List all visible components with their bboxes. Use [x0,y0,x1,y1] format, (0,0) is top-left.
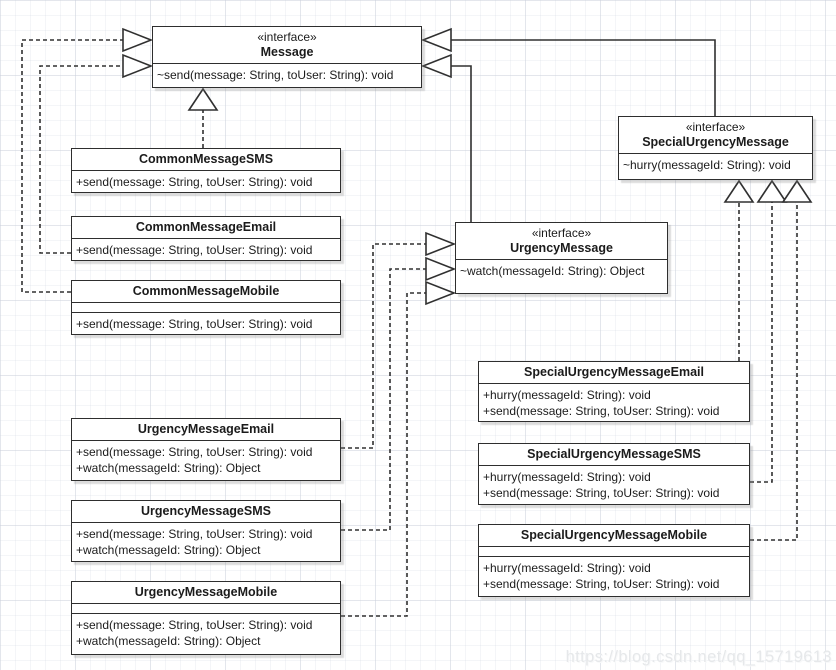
method-label: +send(message: String, toUser: String): void [76,618,313,632]
hollow-triangle-arrowhead [423,55,451,77]
method-label: +send(message: String, toUser: String): void [76,445,313,459]
hollow-triangle-arrowhead [426,258,454,280]
interface-box-special-urgency-message [618,116,813,180]
class-name: UrgencyMessageEmail [72,419,340,441]
method-label: +send(message: String, toUser: String): void [76,175,313,189]
class-box-common-message-email [71,216,341,261]
class-title [153,27,421,64]
method-label: +hurry(messageId: String): void [483,388,651,402]
class-name: UrgencyMessage [510,241,613,255]
method-label: +hurry(messageId: String): void [483,561,651,575]
class-box-urgency-message-mobile [71,581,341,655]
hollow-triangle-arrowhead [189,89,217,110]
class-title [456,223,667,260]
interface-box-urgency-message [455,222,668,294]
hollow-triangle-arrowhead [123,55,151,77]
method-label: +hurry(messageId: String): void [483,470,651,484]
stereotype-label: «interface» [531,226,592,240]
csdn-watermark: https://blog.csdn.net/qq_15719613 [565,648,832,666]
class-box-special-urgency-message-email [478,361,750,422]
hollow-triangle-arrowhead [758,181,786,202]
class-name: SpecialUrgencyMessageEmail [479,362,749,384]
class-box-urgency-message-sms [71,500,341,562]
edge-specialurgencymessagesms-realizes-specialurgencymessage [750,181,786,482]
hollow-triangle-arrowhead [423,29,451,51]
method-label: +send(message: String, toUser: String): void [76,317,313,331]
edge-specialurgencymessagemobile-realizes-specialurgencymessage [750,181,811,540]
empty-fields-compartment [479,547,749,557]
edge-urgencymessagemobile-realizes-urgencymessage [341,282,454,616]
method-label: +send(message: String, toUser: String): void [76,243,313,257]
hollow-triangle-arrowhead [725,181,753,202]
edge-urgencymessage-extends-message [423,55,471,222]
edge-specialurgencymessageemail-realizes-specialurgencymessage [725,181,753,361]
method-label: +send(message: String, toUser: String): void [483,404,720,418]
stereotype-label: «interface» [257,30,317,44]
class-box-common-message-sms [71,148,341,193]
stereotype-label: «interface» [685,120,746,134]
hollow-triangle-arrowhead [426,233,454,255]
method-label: +send(message: String, toUser: String): void [76,527,313,541]
empty-fields-compartment [72,303,340,313]
class-name: UrgencyMessageSMS [72,501,340,523]
interface-box-message [152,26,422,88]
method-label: ~watch(messageId: String): Object [460,264,645,278]
class-name: CommonMessageEmail [72,217,340,239]
class-box-special-urgency-message-sms [478,443,750,505]
class-title [619,117,812,154]
class-box-urgency-message-email [71,418,341,481]
class-name: SpecialUrgencyMessage [642,135,789,149]
class-name: SpecialUrgencyMessageSMS [479,444,749,466]
class-name: UrgencyMessageMobile [72,582,340,604]
method-label: +watch(messageId: String): Object [76,543,261,557]
method-label: ~send(message: String, toUser: String): void [157,68,394,82]
edge-commonmessagesms-realizes-message [189,89,217,148]
empty-fields-compartment [72,604,340,614]
hollow-triangle-arrowhead [123,29,151,51]
method-label: +watch(messageId: String): Object [76,634,261,648]
method-label: +watch(messageId: String): Object [76,461,261,475]
hollow-triangle-arrowhead [783,181,811,202]
hollow-triangle-arrowhead [426,282,454,304]
class-name: SpecialUrgencyMessageMobile [479,525,749,547]
class-box-special-urgency-message-mobile [478,524,750,597]
method-label: +send(message: String, toUser: String): void [483,486,720,500]
class-name: CommonMessageMobile [72,281,340,303]
class-name: CommonMessageSMS [72,149,340,171]
class-name: Message [260,45,314,59]
method-label: ~hurry(messageId: String): void [623,158,791,172]
method-label: +send(message: String, toUser: String): void [483,577,720,591]
edge-specialurgencymessage-extends-message [423,29,715,116]
class-box-common-message-mobile [71,280,341,335]
